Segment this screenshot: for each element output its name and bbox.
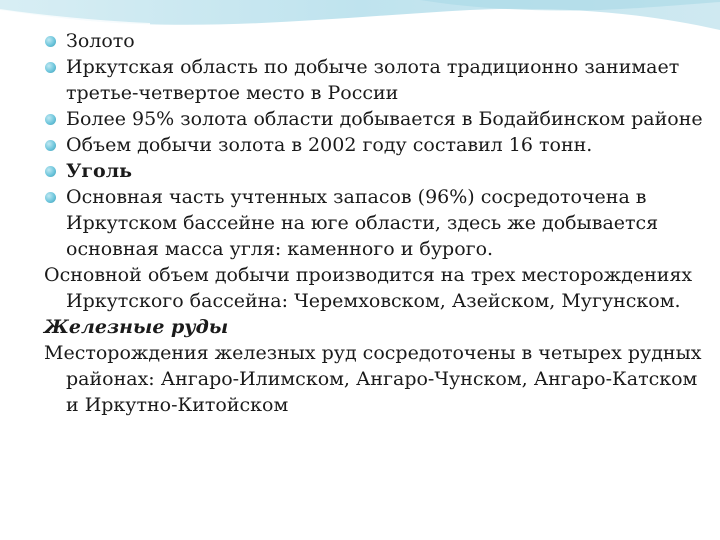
- list-item: [44, 132, 710, 158]
- coal-heading: Уголь: [66, 160, 133, 182]
- slide-content: [44, 28, 710, 418]
- list-item: [44, 158, 710, 184]
- bullet-icon: [45, 140, 56, 151]
- coal-fields-paragraph: Основной объем добычи производится на трех месторождениях Иркутского бассейна: Черемховском, Азейском, Мугунском.: [44, 264, 693, 312]
- bullet-text: Основная часть учтенных запасов (96%) сосредоточена в Иркутском бассейне на юге области, здесь же добывается основная масса угля: каменного и бурого.: [66, 186, 659, 260]
- bullet-icon: [45, 192, 56, 203]
- bullet-icon: [45, 114, 56, 125]
- bullet-list: [44, 28, 710, 262]
- list-item: [44, 106, 710, 132]
- iron-ore-paragraph: Месторождения железных руд сосредоточены в четырех рудных районах: Ангаро-Илимском, Ангаро-Чунском, Ангаро-Катском и Иркутно-Китойском: [44, 342, 702, 416]
- iron-ore-heading: Железные руды: [44, 316, 229, 338]
- list-item: [44, 184, 710, 262]
- list-item: [44, 54, 710, 106]
- bullet-text: Более 95% золота области добывается в Бодайбинском районе: [66, 108, 703, 130]
- bullet-text: Золото: [66, 30, 135, 52]
- bullet-text: Объем добычи золота в 2002 году составил 16 тонн.: [66, 134, 593, 156]
- bullet-text: Иркутская область по добыче золота традиционно занимает третье-четвертое место в России: [66, 56, 680, 104]
- bullet-icon: [45, 62, 56, 73]
- list-item: [44, 28, 710, 54]
- bullet-icon: [45, 166, 56, 177]
- bullet-icon: [45, 36, 56, 47]
